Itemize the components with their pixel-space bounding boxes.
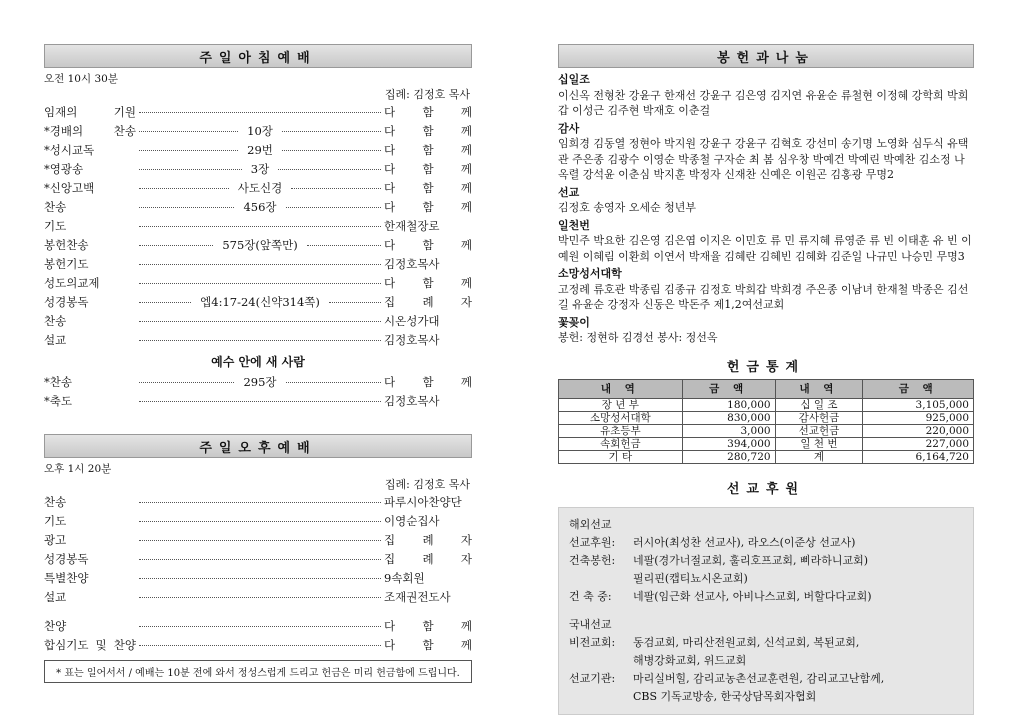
mission-key xyxy=(569,652,633,670)
stats-header-cell: 내 역 xyxy=(559,379,683,398)
leader-dots xyxy=(139,401,381,402)
mission-value: 네팔(경가너절교회, 훌리호프교회, 삐라하니교회) xyxy=(633,553,869,567)
mission-row xyxy=(569,534,963,552)
offering-group-names: 박민주 박요한 김은영 김은엽 이지은 이민호 류 민 류지혜 류영준 류 빈 이태훈 유 빈 이예원 이혜림 이환희 이연서 박재율 김혜란 김혜빈 김혜화 김준일 나규민 나승민 무명3 xyxy=(558,234,972,263)
stats-amount: 180,000 xyxy=(682,398,775,411)
order-person: 김정호목사 xyxy=(384,332,440,347)
offering-group xyxy=(558,266,974,313)
order-person: 조재권전도사 xyxy=(384,589,451,604)
order-person: 다 함 께 xyxy=(384,123,472,138)
sermon-title: 예수 안에 새 사람 xyxy=(211,355,305,369)
stats-category: 선교헌금 xyxy=(775,424,863,437)
leader-dots xyxy=(139,150,238,151)
overseas-list xyxy=(569,534,963,606)
leader-dots xyxy=(139,302,191,303)
mission-row xyxy=(569,588,963,606)
stats-category: 십 일 조 xyxy=(775,398,863,411)
order-person: 다 함 께 xyxy=(384,237,473,252)
order-row xyxy=(44,102,472,121)
leader-dots xyxy=(139,645,381,646)
order-label: *찬송 xyxy=(44,374,72,389)
order-row xyxy=(44,530,472,549)
order-person: 이영순집사 xyxy=(384,513,440,528)
order-label: *영광송 xyxy=(44,161,84,176)
offering-group xyxy=(558,218,974,265)
leader-dots xyxy=(139,283,381,284)
mission-row xyxy=(569,670,963,688)
leader-dots xyxy=(329,302,381,303)
offering-group-head: 감사 xyxy=(558,121,580,135)
leader-dots xyxy=(139,245,213,246)
morning-closing-list xyxy=(44,372,472,410)
order-person: 집 례 자 xyxy=(384,551,472,566)
mission-value: 네팔(임근화 선교사, 아비나스교회, 버할다다교회) xyxy=(633,589,872,603)
left-column xyxy=(44,0,472,683)
right-column xyxy=(558,0,974,715)
order-person: 다 함 께 xyxy=(384,180,472,195)
afternoon-service-title: 주일오후예배 xyxy=(44,434,472,458)
leader-dots xyxy=(278,169,381,170)
order-row xyxy=(44,140,472,159)
order-label: *신앙고백 xyxy=(44,180,95,195)
stats-row xyxy=(559,450,974,463)
offering-stats-table xyxy=(558,379,974,464)
order-row xyxy=(44,216,472,235)
order-row xyxy=(44,492,472,511)
order-row xyxy=(44,311,472,330)
order-row xyxy=(44,616,472,635)
mission-row xyxy=(569,688,963,706)
order-row xyxy=(44,159,472,178)
offering-group-head: 소망성서대학 xyxy=(558,267,622,280)
order-value: 10장 xyxy=(247,123,273,138)
order-value: 295장 xyxy=(243,374,277,389)
morning-time: 오전 10시 30분 xyxy=(44,73,118,85)
stats-row xyxy=(559,424,974,437)
leader-dots xyxy=(139,321,381,322)
order-label: *성시교독 xyxy=(44,142,95,157)
stats-category: 감사헌금 xyxy=(775,411,863,424)
order-row xyxy=(44,178,472,197)
leader-dots xyxy=(139,188,229,189)
morning-service xyxy=(44,44,472,410)
order-person: 다 함 께 xyxy=(384,199,472,214)
order-label: 설교 xyxy=(44,589,67,604)
order-label: 성경봉독 xyxy=(44,294,89,309)
leader-dots xyxy=(139,597,381,598)
order-label: *축도 xyxy=(44,393,72,408)
leader-dots xyxy=(139,626,381,627)
leader-dots xyxy=(139,207,234,208)
mission-title: 선교후원 xyxy=(726,481,806,497)
order-row xyxy=(44,372,472,391)
offering-group-head: 선교 xyxy=(558,185,580,199)
mission-key: 건 축 중: xyxy=(569,589,612,603)
leader-dots xyxy=(139,559,381,560)
order-label: 찬송 xyxy=(44,313,67,328)
stats-category: 기 타 xyxy=(559,450,683,463)
stats-amount: 6,164,720 xyxy=(863,450,974,463)
order-person: 집 례 자 xyxy=(384,532,472,547)
stats-amount: 280,720 xyxy=(682,450,775,463)
order-row xyxy=(44,330,472,349)
mission-key xyxy=(569,570,633,588)
order-value: 사도신경 xyxy=(237,180,283,195)
mission-value: 마리실버힐, 감리교농촌선교훈련원, 감리교고난함께, xyxy=(633,671,885,685)
leader-dots xyxy=(139,578,381,579)
stats-header-cell: 내 역 xyxy=(775,379,863,398)
leader-dots xyxy=(139,169,242,170)
offering-group-names: 임희경 김동열 정현아 박지원 강윤구 강윤구 김혁호 강선미 송기명 노영화 심두식 유택관 주은종 김광수 이영순 박종철 구자순 최 봄 심우창 박예건 박예린 박예찬 김소정 나옥렬 강석윤 이춘심 박지훈 박정자 신재찬 신예은 이원곤 김홍광 무명2 xyxy=(558,137,969,181)
stats-body xyxy=(559,398,974,463)
order-person: 시온성가대 xyxy=(384,313,440,328)
order-value: 엡4:17-24(신약314쪽) xyxy=(200,294,320,309)
morning-officiant: 집례: 김정호 목사 xyxy=(384,88,470,101)
order-person: 다 함 께 xyxy=(384,104,472,119)
offering-group xyxy=(558,185,974,216)
leader-dots xyxy=(139,131,238,132)
order-row xyxy=(44,235,472,254)
stats-row xyxy=(559,437,974,450)
mission-value: 동검교회, 마리산전원교회, 신석교회, 복된교회, xyxy=(633,635,860,649)
stats-category: 장 년 부 xyxy=(559,398,683,411)
order-label: 성경봉독 xyxy=(44,551,89,566)
leader-dots xyxy=(139,226,381,227)
order-row xyxy=(44,568,472,587)
order-person: 한재철장로 xyxy=(384,218,440,233)
stats-category: 속회헌금 xyxy=(559,437,683,450)
order-person: 9속회원 xyxy=(384,570,425,585)
order-person: 김정호목사 xyxy=(384,393,440,408)
stats-amount: 3,000 xyxy=(682,424,775,437)
leader-dots xyxy=(286,207,381,208)
mission-value: 해병강화교회, 위드교회 xyxy=(633,653,747,667)
afternoon-order-list xyxy=(44,492,472,606)
morning-service-title: 주일아침예배 xyxy=(44,44,472,68)
mission-row xyxy=(569,570,963,588)
stats-category: 계 xyxy=(775,450,863,463)
domestic-list xyxy=(569,634,963,706)
stats-amount: 227,000 xyxy=(863,437,974,450)
order-row xyxy=(44,587,472,606)
order-label: *경배의 찬송 xyxy=(44,123,136,138)
order-label: 성도의교제 xyxy=(44,275,100,290)
afternoon-officiant: 집례: 김정호 목사 xyxy=(384,478,470,491)
order-label: 찬송 xyxy=(44,199,67,214)
leader-dots xyxy=(139,502,381,503)
stats-amount: 830,000 xyxy=(682,411,775,424)
offering-group-names: 봉헌: 정현하 김경선 봉사: 정선옥 xyxy=(558,331,718,344)
leader-dots xyxy=(139,540,381,541)
leader-dots xyxy=(139,382,234,383)
order-person: 파루시아찬양단 xyxy=(384,494,462,509)
stats-category: 일 천 번 xyxy=(775,437,863,450)
morning-order-list xyxy=(44,102,472,349)
leader-dots xyxy=(291,188,381,189)
offering-list xyxy=(558,72,974,346)
order-label: 봉헌찬송 xyxy=(44,237,89,252)
stats-category: 유초등부 xyxy=(559,424,683,437)
leader-dots xyxy=(139,521,381,522)
order-person: 다 함 께 xyxy=(384,275,472,290)
stats-amount: 220,000 xyxy=(863,424,974,437)
order-row xyxy=(44,121,472,140)
mission-row xyxy=(569,634,963,652)
stats-header-cell: 금 액 xyxy=(682,379,775,398)
mission-key xyxy=(569,688,633,706)
order-person: 집 례 자 xyxy=(384,294,473,309)
mission-value: 필리핀(캡티뇨시온교회) xyxy=(633,571,748,585)
mission-row xyxy=(569,552,963,570)
order-person: 다 함 께 xyxy=(384,142,472,157)
notice-box: * 표는 일어서서 / 예배는 10분 전에 와서 정성스럽게 드리고 헌금은 미리 헌금함에 드립니다. xyxy=(44,660,472,683)
order-row xyxy=(44,197,472,216)
stats-category: 소망성서대학 xyxy=(559,411,683,424)
mission-box xyxy=(558,507,974,715)
leader-dots xyxy=(286,382,381,383)
overseas-heading: 해외선교 xyxy=(569,517,612,531)
order-row xyxy=(44,635,472,654)
offering-title: 봉헌과나눔 xyxy=(558,44,974,68)
afternoon-service xyxy=(44,434,472,683)
order-label: 합심기도 및 찬양 xyxy=(44,637,136,652)
mission-value: CBS 기독교방송, 한국상담목회자협회 xyxy=(633,689,817,703)
order-label: 설교 xyxy=(44,332,67,347)
order-row xyxy=(44,292,472,311)
leader-dots xyxy=(307,245,381,246)
order-value: 29번 xyxy=(247,142,273,157)
order-row xyxy=(44,273,472,292)
order-person: 다 함 께 xyxy=(384,637,472,652)
order-label: 특별찬양 xyxy=(44,570,89,585)
stats-row xyxy=(559,398,974,411)
order-row xyxy=(44,254,472,273)
offering-group-names: 김정호 송영자 오세순 청년부 xyxy=(558,201,697,214)
order-person: 다 함 께 xyxy=(384,618,472,633)
order-label: 찬양 xyxy=(44,618,67,633)
offering-group xyxy=(558,72,974,119)
offering-group xyxy=(558,315,974,346)
order-row xyxy=(44,511,472,530)
order-row xyxy=(44,391,472,410)
order-label: 임재의 기원 xyxy=(44,104,136,119)
domestic-heading: 국내선교 xyxy=(569,617,612,631)
offering-group-names: 이신옥 전형찬 강윤구 한재선 강윤구 김은영 김지연 유윤순 류철현 이정혜 강학희 박희갑 이성근 김주현 박재호 이춘걸 xyxy=(558,88,969,117)
order-value: 3장 xyxy=(250,161,270,176)
stats-header-cell: 금 액 xyxy=(863,379,974,398)
order-label: 기도 xyxy=(44,218,67,233)
order-value: 456장 xyxy=(243,199,277,214)
order-label: 기도 xyxy=(44,513,67,528)
offering-group-head: 꽃꽂이 xyxy=(558,315,590,329)
stats-row xyxy=(559,411,974,424)
order-label: 봉헌기도 xyxy=(44,256,89,271)
order-label: 광고 xyxy=(44,532,67,547)
mission-key: 비전교회: xyxy=(569,635,616,649)
leader-dots xyxy=(139,112,381,113)
offering-group-names: 고정례 류호관 박종림 김종규 김정호 박희갑 박희경 주은종 이남녀 한재철 박종은 김선길 유윤순 강정자 신동은 박돈주 제1,2여선교회 xyxy=(558,282,969,311)
stats-amount: 394,000 xyxy=(682,437,775,450)
stats-amount: 925,000 xyxy=(863,411,974,424)
leader-dots xyxy=(282,131,381,132)
offering-group xyxy=(558,121,974,183)
stats-amount: 3,105,000 xyxy=(863,398,974,411)
mission-key: 건축봉헌: xyxy=(569,553,616,567)
mission-key: 선교후원: xyxy=(569,535,616,549)
stats-title: 헌금통계 xyxy=(726,359,806,375)
order-value: 575장(앞쪽만) xyxy=(222,237,298,252)
offering-group-head: 일천번 xyxy=(558,218,590,232)
leader-dots xyxy=(139,264,381,265)
mission-value: 러시아(최성찬 선교사), 라오스(이준상 선교사) xyxy=(633,535,856,549)
mission-key: 선교기관: xyxy=(569,671,616,685)
order-row xyxy=(44,549,472,568)
order-person: 다 함 께 xyxy=(384,161,472,176)
order-person: 김정호목사 xyxy=(384,256,440,271)
offering-group-head: 십일조 xyxy=(558,73,590,86)
order-person: 다 함 께 xyxy=(384,374,472,389)
leader-dots xyxy=(282,150,381,151)
mission-row xyxy=(569,652,963,670)
order-label: 찬송 xyxy=(44,494,67,509)
afternoon-time: 오후 1시 20분 xyxy=(44,463,112,475)
leader-dots xyxy=(139,340,381,341)
afternoon-closing-list xyxy=(44,616,472,654)
stats-header-row xyxy=(559,379,974,398)
